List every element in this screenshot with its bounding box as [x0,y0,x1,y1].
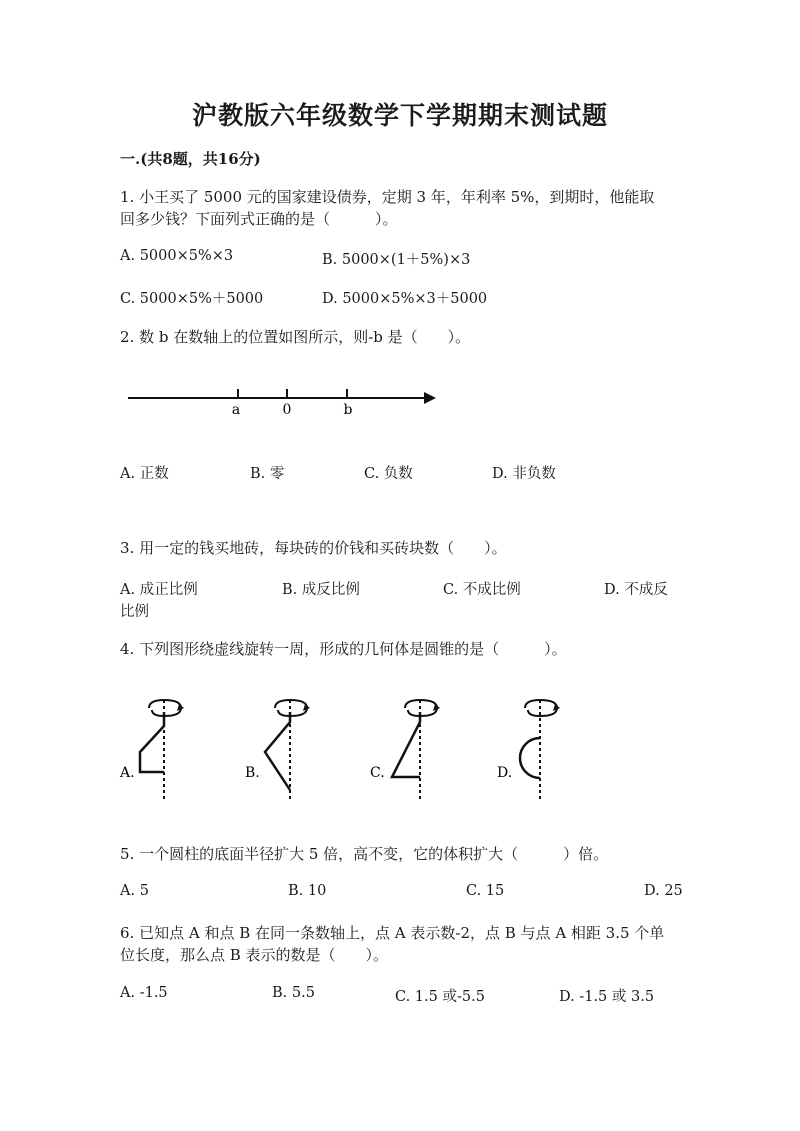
figure-label-a: A. [120,765,135,781]
q2-option-d[interactable]: D. 非负数 [492,466,556,482]
q1-option-a[interactable]: A. 5000×5%×3 [120,248,234,264]
q6-stem-line1: 6. 已知点 A 和点 B 在同一条数轴上，点 A 表示数-2，点 B 与点 A 相距 3.5 个单 [120,924,665,942]
figure-b [245,700,310,800]
q2-option-b[interactable]: B. 零 [250,466,285,482]
q6-option-c[interactable]: C. 1.5 或-5.5 [395,989,485,1005]
section-header: 一.(共8题，共16分) [120,150,261,168]
q2-option-a[interactable]: A. 正数 [120,466,169,482]
q3-option-b[interactable]: B. 成反比例 [282,582,360,598]
q1-option-d[interactable]: D. 5000×5%×3＋5000 [322,291,488,307]
q3-option-d-continued: 比例 [120,604,149,620]
page-title: 沪教版六年级数学下学期期末测试题 [191,101,608,130]
tick-label-b: b [343,402,353,418]
q5-option-d[interactable]: D. 25 [644,883,683,899]
figure-a [119,700,184,800]
q6-option-d[interactable]: D. -1.5 或 3.5 [559,989,655,1005]
q1-stem-line2: 回多少钱？下面列式正确的是（ ）。 [120,210,398,228]
q2-option-c[interactable]: C. 负数 [364,466,413,482]
q2-stem: 2. 数 b 在数轴上的位置如图所示，则-b 是（ ）。 [120,328,471,346]
q1-option-c[interactable]: C. 5000×5%＋5000 [120,291,264,307]
q5-stem: 5. 一个圆柱的底面半径扩大 5 倍，高不变，它的体积扩大（ ）倍。 [120,845,609,863]
tick-label-0: 0 [282,402,292,418]
q5-option-a[interactable]: A. 5 [120,883,149,899]
q6-option-b[interactable]: B. 5.5 [272,985,315,1001]
figure-d [497,700,560,800]
figure-label-c: C. [370,765,385,781]
q6-stem-line2: 位长度，那么点 B 表示的数是（ ）。 [120,946,389,964]
figure-label-d: D. [497,765,513,781]
q4-stem: 4. 下列图形绕虚线旋转一周，形成的几何体是圆锥的是（ ）。 [120,640,567,658]
q1-option-b[interactable]: B. 5000×(1＋5%)×3 [322,252,471,268]
q3-option-d[interactable]: D. 不成反 [604,582,668,598]
figure-label-b: B. [245,765,260,781]
q3-option-a[interactable]: A. 成正比例 [120,582,198,598]
q3-option-c[interactable]: C. 不成比例 [443,582,521,598]
q3-stem: 3. 用一定的钱买地砖，每块砖的价钱和买砖块数（ ）。 [120,539,507,557]
q1-stem-line1: 1. 小王买了 5000 元的国家建设债券，定期 3 年，年利率 5%，到期时，他能取 [120,188,655,206]
q5-option-c[interactable]: C. 15 [466,883,505,899]
q5-option-b[interactable]: B. 10 [288,883,327,899]
figure-c [370,700,440,800]
q6-option-a[interactable]: A. -1.5 [120,985,168,1001]
tick-label-a: a [231,402,241,418]
